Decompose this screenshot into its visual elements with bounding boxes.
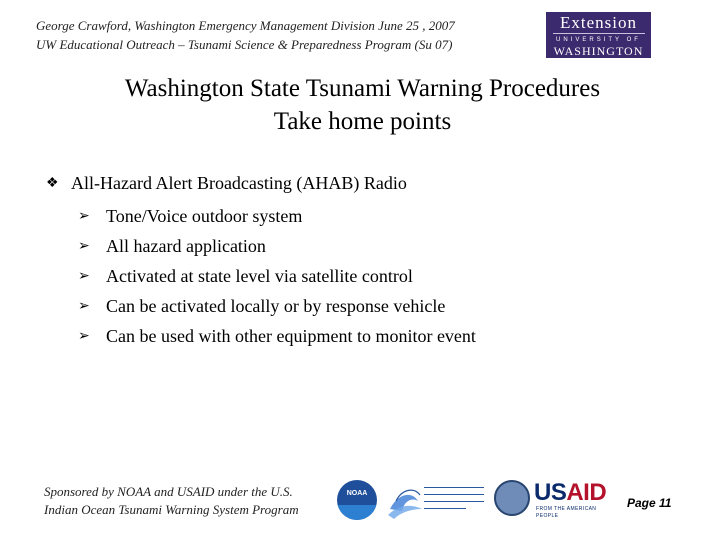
usaid-logo xyxy=(534,480,614,518)
list-item-text: All hazard application xyxy=(106,235,266,256)
slide-header xyxy=(36,16,455,54)
title-line-2: Take home points xyxy=(273,108,452,135)
diamond-bullet-icon: ❖ xyxy=(46,176,59,191)
list-item xyxy=(78,321,476,351)
usaid-aid: AID xyxy=(566,479,607,506)
footer-line-2: Indian Ocean Tsunami Warning System Program xyxy=(44,502,299,517)
sub-bullet-list xyxy=(78,201,476,351)
logo-line-1: Extension xyxy=(553,13,645,34)
arrow-bullet-icon: ➢ xyxy=(78,238,90,254)
usaid-wordmark xyxy=(534,480,614,506)
main-bullet xyxy=(46,173,407,194)
arrow-bullet-icon: ➢ xyxy=(78,328,90,344)
usaid-us: US xyxy=(534,479,567,506)
list-item xyxy=(78,261,476,291)
noaa-logo-icon xyxy=(337,480,377,520)
logo-line-3: WASHINGTON xyxy=(553,43,644,58)
main-bullet-text: All-Hazard Alert Broadcasting (AHAB) Radio xyxy=(71,173,407,193)
list-item xyxy=(78,231,476,261)
list-item-text: Can be activated locally or by response vehicle xyxy=(106,295,446,316)
logo-line-2: UNIVERSITY OF xyxy=(556,36,641,43)
title-line-1: Washington State Tsunami Warning Procedures xyxy=(124,75,601,102)
arrow-bullet-icon: ➢ xyxy=(78,268,90,284)
us-seal-icon xyxy=(494,480,530,516)
ioc-logo-text-icon xyxy=(424,485,484,515)
arrow-bullet-icon: ➢ xyxy=(78,298,90,314)
slide-title xyxy=(0,72,720,138)
list-item xyxy=(78,201,476,231)
noaa-wave-icon xyxy=(337,505,377,520)
arrow-bullet-icon: ➢ xyxy=(78,208,90,224)
header-line-1: George Crawford, Washington Emergency Management Division June 25 , 2007 xyxy=(36,18,455,33)
list-item xyxy=(78,291,476,321)
usaid-tagline: FROM THE AMERICAN PEOPLE xyxy=(536,506,597,519)
footer-line-1: Sponsored by NOAA and USAID under the U.S. xyxy=(44,484,293,499)
noaa-logo-text: NOAA xyxy=(346,489,368,497)
header-line-2: UW Educational Outreach – Tsunami Science & Preparedness Program (Su 07) xyxy=(36,37,453,52)
sponsor-footer xyxy=(44,483,299,519)
list-item-text: Tone/Voice outdoor system xyxy=(106,205,303,226)
list-item-text: Can be used with other equipment to monitor event xyxy=(106,325,476,346)
uw-extension-logo xyxy=(546,12,651,58)
page-number: Page 11 xyxy=(627,496,672,510)
list-item-text: Activated at state level via satellite control xyxy=(106,265,413,286)
